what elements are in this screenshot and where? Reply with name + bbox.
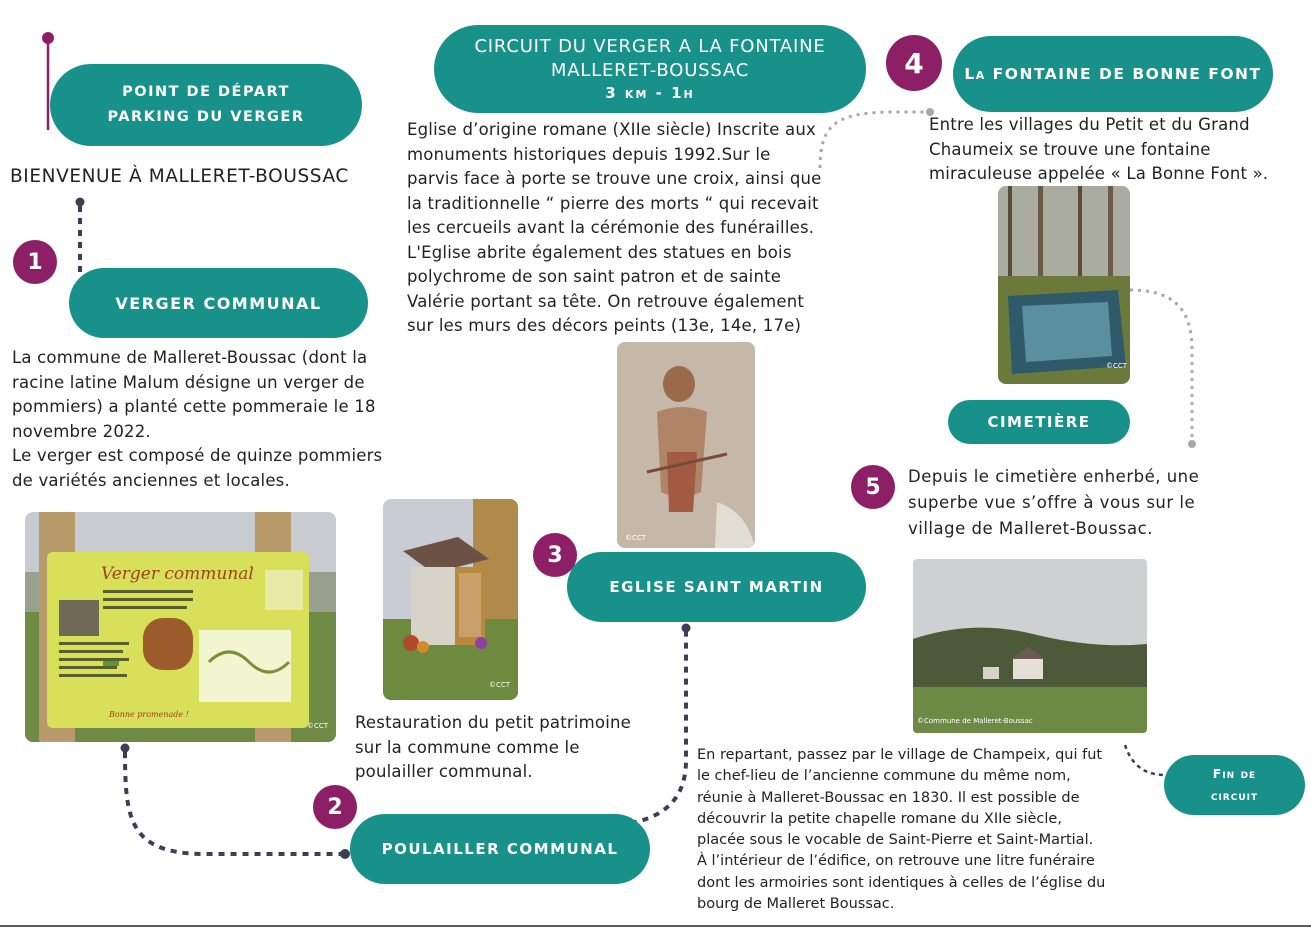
stop-2-label: POULAILLER COMMUNAL	[381, 840, 619, 858]
champeix-line: réunie à Malleret-Boussac en 1830. Il est possible de	[697, 789, 1080, 806]
eglise-line: polychrome de son saint patron et de sainte	[407, 267, 782, 286]
champeix-line: placée sous le vocable de Saint-Pierre et Saint-Martial.	[697, 832, 1094, 849]
fontaine-text	[929, 113, 1268, 187]
stop-3-label: EGLISE SAINT MARTIN	[609, 578, 824, 596]
stop-2-number: 2	[313, 785, 357, 829]
stop-3-number: 3	[533, 533, 577, 577]
poulailler-text	[355, 711, 631, 785]
end-line-2: circuit	[1210, 788, 1259, 803]
credit-commune: ©Commune de Malleret-Boussac	[917, 717, 1033, 725]
stop-1-number: 1	[13, 240, 57, 284]
start-line-1: POINT DE DÉPART	[122, 84, 290, 100]
cimetiere-line: superbe vue s’offre à vous sur le	[908, 493, 1196, 512]
eglise-line: parvis face à porte se trouve une croix, ainsi que	[407, 169, 822, 188]
champeix-line: le chef-lieu de l’ancienne commune du même nom,	[697, 768, 1071, 785]
verger-line: pommiers) a planté cette pommeraie le 18	[12, 397, 376, 416]
end-pill	[1164, 755, 1305, 815]
champeix-line: À l’intérieur de l’édifice, on retrouve une litre funéraire	[697, 853, 1095, 870]
stop-5-label: CIMETIÈRE	[987, 413, 1091, 431]
title-line-2: MALLERET-BOUSSAC	[550, 60, 750, 81]
stop-2-pill	[350, 814, 650, 884]
verger-sign-photo	[25, 512, 336, 742]
eglise-line: monuments historiques depuis 1992.Sur le	[407, 144, 771, 164]
eglise-line: Eglise d’origine romane (XIIe siècle) Inscrite aux	[407, 120, 816, 139]
eglise-line: la traditionnelle “ pierre des morts “ qui recevait	[407, 193, 819, 213]
stop-4-number: 4	[886, 35, 942, 91]
end-line-1: Fin de	[1212, 766, 1257, 781]
verger-line: La commune de Malleret-Boussac (dont la	[12, 348, 368, 367]
eglise-line: L'Eglise abrite également des statues en bois	[407, 242, 792, 262]
champeix-line: dont les armoiries sont identiques à celles de l’église du	[697, 874, 1106, 891]
verger-text	[12, 346, 382, 493]
eglise-line: Valérie portant sa tête. On retrouve également	[407, 291, 805, 311]
start-line-2: PARKING DU VERGER	[107, 109, 305, 125]
credit-cct: ©CCT	[489, 681, 511, 689]
fontaine-line: Entre les villages du Petit et du Grand	[929, 115, 1250, 134]
verger-line: Le verger est composé de quinze pommiers	[12, 446, 383, 465]
eglise-text	[407, 118, 822, 339]
poulailler-line: Restauration du petit patrimoine	[355, 713, 632, 732]
stop-1-label: VERGER COMMUNAL	[115, 293, 322, 313]
poulailler-line: poulailler communal.	[355, 762, 533, 781]
cimetiere-line: Depuis le cimetière enherbé, une	[908, 467, 1200, 486]
poulailler-photo	[383, 499, 518, 700]
village-photo	[913, 559, 1147, 733]
stop-5-number: 5	[851, 465, 895, 509]
champeix-line: découvrir la petite chapelle romane du XIIe siècle,	[697, 810, 1062, 827]
champeix-line: En repartant, passez par le village de Champeix, qui fut	[697, 747, 1103, 763]
stop-3-pill	[567, 552, 866, 622]
circuit-title	[434, 25, 866, 113]
stop-4-label: La FONTAINE DE BONNE FONT	[964, 65, 1262, 83]
stop-5-pill	[948, 400, 1130, 444]
verger-line: racine latine Malum désigne un verger de	[12, 372, 365, 392]
poulailler-line: sur la commune comme le	[355, 737, 580, 757]
sign-footer: Bonne promenade !	[109, 710, 189, 719]
credit-cct: ©CCT	[1106, 362, 1128, 370]
stop-1-pill	[69, 268, 368, 338]
eglise-line: sur les murs des décors peints (13e, 14e, 17e)	[407, 316, 802, 335]
start-point-pill	[50, 64, 362, 146]
eglise-line: les cercueils avant la cérémonie des funérailles.	[407, 218, 815, 237]
stop-4-pill	[953, 36, 1273, 112]
fontaine-line: miraculeuse appelée « La Bonne Font ».	[929, 164, 1269, 183]
credit-cct: ©CCT	[625, 534, 647, 542]
title-line-1: CIRCUIT DU VERGER A LA FONTAINE	[474, 36, 826, 57]
champeix-line: bourg de Malleret Boussac.	[697, 896, 895, 913]
sign-title: Verger communal	[101, 564, 254, 584]
verger-line: de variétés anciennes et locales.	[12, 470, 290, 490]
fontaine-line: Chaumeix se trouve une fontaine	[929, 139, 1211, 159]
title-distance: 3 km - 1h	[605, 84, 695, 102]
fresco-photo	[617, 342, 755, 548]
welcome-heading: BIENVENUE À MALLERET-BOUSSAC	[10, 166, 349, 187]
fontaine-photo	[998, 186, 1130, 384]
champeix-text	[697, 745, 1105, 915]
cimetiere-line: village de Malleret-Boussac.	[908, 519, 1153, 538]
cimetiere-text	[908, 464, 1199, 542]
verger-line: novembre 2022.	[12, 421, 151, 441]
credit-cct: ©CCT	[307, 722, 329, 730]
